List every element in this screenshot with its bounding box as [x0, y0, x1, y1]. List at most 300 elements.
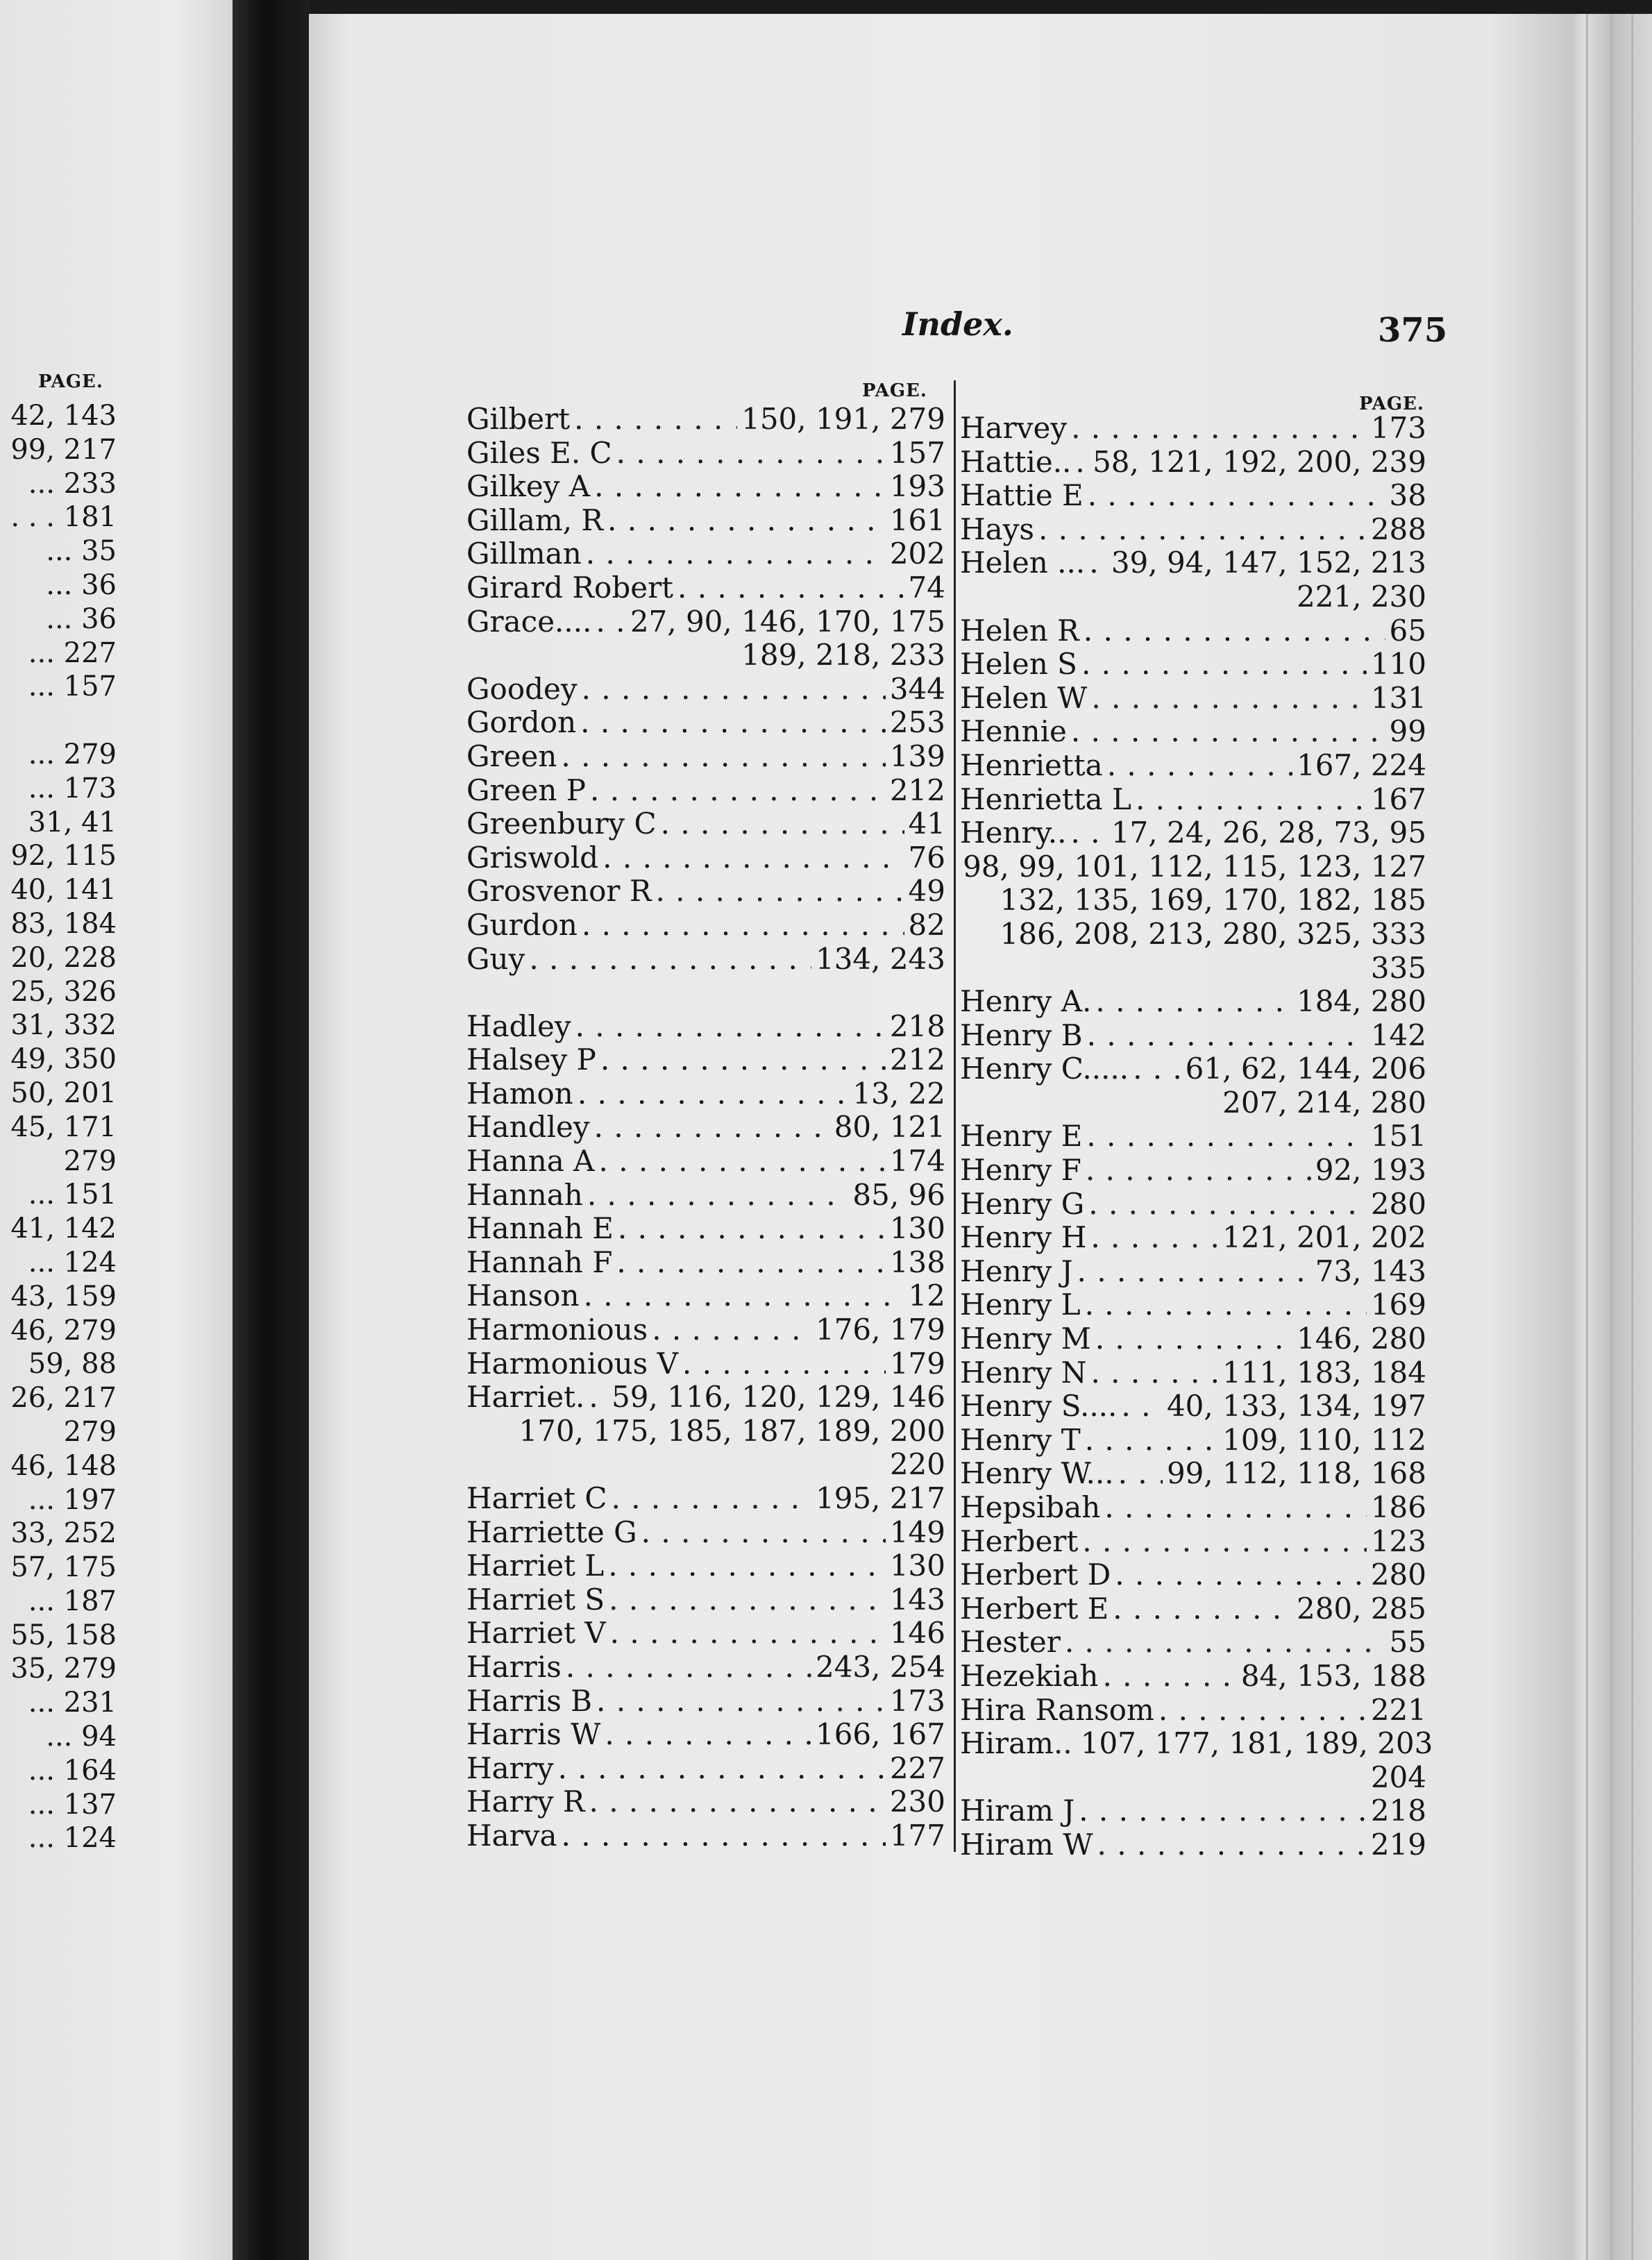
- index-entry: [960, 682, 1426, 716]
- entry-name: Gordon: [466, 705, 577, 740]
- page-column-label: PAGE.: [1359, 394, 1424, 414]
- entry-name: Hannah E: [466, 1211, 614, 1246]
- dot-leader: [616, 1246, 885, 1280]
- entry-pages: 344: [889, 671, 945, 706]
- entry-pages: 161: [889, 503, 945, 537]
- entry-name: Guy: [466, 941, 525, 976]
- index-entry: [466, 706, 945, 740]
- index-entry: [960, 1120, 1426, 1154]
- entry-pages: 132, 135, 169, 170, 182, 185: [1000, 883, 1426, 918]
- entry-pages: 335: [1370, 950, 1426, 985]
- dot-leader: [605, 1718, 811, 1752]
- dot-leader: [596, 605, 625, 639]
- dot-leader: [1091, 682, 1366, 716]
- index-entry: [466, 1549, 945, 1583]
- entry-name: Helen ...: [960, 546, 1086, 580]
- entry-pages: 212: [889, 773, 945, 807]
- dot-leader: [1095, 985, 1292, 1019]
- fragment-entry: ... 279: [28, 738, 117, 770]
- entry-name: Greenbury C: [466, 807, 657, 841]
- index-entry: [960, 783, 1426, 817]
- entry-pages: 85, 96: [852, 1177, 945, 1212]
- index-entry: [960, 648, 1426, 682]
- entry-name: Henry L: [960, 1288, 1081, 1322]
- index-entry: [466, 1448, 945, 1482]
- entry-name: Hamon: [466, 1076, 573, 1111]
- entry-name: Hattie E: [960, 478, 1084, 513]
- dot-leader: [575, 1010, 886, 1044]
- fragment-entry: ... 35: [46, 535, 117, 568]
- fragment-entry: 92, 115: [10, 840, 117, 872]
- dot-leader: [1082, 1525, 1367, 1559]
- entry-name: Hays: [960, 512, 1034, 546]
- fragment-entry: 41, 142: [10, 1213, 117, 1245]
- entry-pages: 146, 280: [1296, 1322, 1426, 1356]
- index-entry: [960, 446, 1426, 480]
- index-entry: [960, 1794, 1426, 1828]
- index-entry: [960, 850, 1426, 884]
- entry-name: Henry C.....: [960, 1052, 1129, 1086]
- fragment-entry: . . . 181: [10, 501, 117, 534]
- dot-leader: [599, 1145, 886, 1179]
- index-entry: [960, 1726, 1433, 1761]
- index-entry: [960, 1019, 1426, 1053]
- entry-pages: 176, 179: [815, 1313, 945, 1347]
- index-entry: [960, 1356, 1426, 1390]
- index-entry: [960, 1086, 1426, 1120]
- entry-pages: 173: [889, 1683, 945, 1718]
- index-entry: [466, 1617, 945, 1651]
- dot-leader: [586, 537, 886, 571]
- entry-name: Harry: [466, 1751, 554, 1785]
- entry-name: Hattie..: [960, 444, 1072, 479]
- entry-pages: 92, 193: [1315, 1153, 1426, 1188]
- entry-pages: 130: [889, 1549, 945, 1583]
- entry-name: Handley: [466, 1110, 590, 1145]
- entry-name: Harriet L: [466, 1549, 605, 1583]
- entry-pages: 253: [889, 705, 945, 740]
- dot-leader: [1136, 783, 1367, 817]
- dot-leader: [578, 1077, 849, 1111]
- index-entry: [960, 715, 1426, 749]
- fragment-entry: 20, 228: [10, 941, 117, 974]
- entry-name: Green P: [466, 773, 586, 807]
- dot-leader: [574, 403, 737, 437]
- dot-leader: [1133, 1052, 1181, 1086]
- entry-pages: 167, 224: [1296, 748, 1426, 782]
- index-column-two: [960, 411, 1433, 1862]
- entry-name: Hiram..: [960, 1726, 1072, 1761]
- index-entry: [466, 1819, 945, 1853]
- entry-pages: 170, 175, 185, 187, 189, 200: [519, 1413, 945, 1448]
- dot-leader: [600, 1043, 886, 1077]
- index-entry: [466, 1111, 945, 1145]
- dot-leader: [1121, 1390, 1163, 1424]
- index-entry: [960, 1828, 1426, 1862]
- entry-pages: 169: [1370, 1288, 1426, 1322]
- index-entry: [466, 943, 945, 977]
- index-entry: [960, 1390, 1426, 1424]
- index-entry: [960, 1491, 1426, 1525]
- entry-name: Goodey: [466, 671, 578, 706]
- previous-page-index-column: [0, 399, 117, 1855]
- index-entry: [466, 437, 945, 471]
- fragment-entry: 33, 252: [10, 1517, 117, 1550]
- entry-name: Hepsibah: [960, 1490, 1101, 1524]
- entry-name: Henry G: [960, 1186, 1085, 1221]
- entry-pages: 131: [1370, 680, 1426, 715]
- dot-leader: [1115, 1558, 1367, 1592]
- dot-leader: [1065, 1626, 1385, 1660]
- entry-pages: 139: [889, 739, 945, 773]
- entry-name: Grosvenor R: [466, 874, 652, 909]
- index-entry: [960, 1761, 1426, 1795]
- page-column-label: PAGE.: [862, 380, 927, 401]
- fragment-entry: 55, 158: [10, 1619, 117, 1651]
- entry-pages: 220: [889, 1447, 945, 1482]
- entry-name: Gillam, R: [466, 503, 604, 537]
- previous-page: [0, 0, 233, 2260]
- dot-leader: [580, 706, 886, 740]
- dot-leader: [589, 1381, 607, 1415]
- entry-pages: 107, 177, 181, 189, 203: [1080, 1726, 1433, 1761]
- fragment-entry: 31, 332: [10, 1009, 117, 1042]
- entry-pages: 150, 191, 279: [741, 402, 945, 436]
- entry-pages: 218: [1370, 1794, 1426, 1828]
- entry-pages: 99: [1389, 714, 1426, 749]
- entry-pages: 134, 243: [815, 941, 945, 976]
- dot-leader: [608, 1549, 886, 1583]
- entry-name: Harriette G: [466, 1515, 637, 1549]
- entry-name: Hannah: [466, 1177, 583, 1212]
- index-entry: [466, 470, 945, 504]
- entry-pages: 111, 183, 184: [1222, 1355, 1426, 1390]
- entry-pages: 84, 153, 188: [1240, 1658, 1426, 1693]
- running-head: Index.: [902, 305, 1013, 343]
- entry-name: Henry T: [960, 1422, 1081, 1457]
- entry-name: Henry F: [960, 1153, 1081, 1188]
- entry-pages: 13, 22: [852, 1076, 945, 1111]
- fragment-entry: ... 197: [28, 1483, 117, 1516]
- entry-name: Harris W: [466, 1717, 601, 1752]
- fragment-entry: 83, 184: [10, 907, 117, 940]
- dot-leader: [1158, 1694, 1367, 1728]
- dot-leader: [587, 1179, 849, 1213]
- index-entry: [960, 952, 1426, 986]
- entry-pages: 166, 167: [815, 1717, 945, 1752]
- dot-leader: [561, 740, 885, 774]
- dot-leader: [641, 1516, 886, 1550]
- index-entry: [960, 1322, 1426, 1356]
- entry-pages: 280: [1370, 1186, 1426, 1221]
- dot-leader: [1118, 1457, 1163, 1491]
- entry-pages: 73, 143: [1315, 1254, 1426, 1288]
- dot-leader: [652, 1313, 811, 1347]
- entry-pages: 99, 112, 118, 168: [1166, 1456, 1426, 1491]
- entry-name: Griswold: [466, 840, 599, 875]
- index-entry: [466, 1415, 945, 1449]
- dot-leader: [596, 1685, 886, 1719]
- entry-name: Harvey: [960, 411, 1068, 445]
- index-entry: [466, 1246, 945, 1280]
- index-entry: [466, 1010, 945, 1044]
- entry-name: Herbert D: [960, 1558, 1111, 1592]
- dot-leader: [1085, 1288, 1367, 1322]
- dot-leader: [594, 470, 886, 504]
- page-column-label: PAGE.: [38, 371, 103, 392]
- index-entry: [466, 1651, 945, 1685]
- fragment-entry: 43, 159: [10, 1280, 117, 1313]
- index-entry: [960, 1255, 1426, 1289]
- dot-leader: [1090, 1221, 1218, 1255]
- entry-name: Grace....: [466, 604, 592, 639]
- entry-name: Hannah F: [466, 1245, 613, 1279]
- index-entry: [466, 1583, 945, 1617]
- fragment-entry: 59, 88: [28, 1348, 117, 1381]
- index-entry: [960, 1424, 1426, 1458]
- entry-pages: 202: [889, 537, 945, 571]
- entry-name: Girard Robert: [466, 570, 674, 605]
- book-gutter: [233, 0, 309, 2260]
- index-entry: [466, 740, 945, 774]
- dot-leader: [1071, 715, 1385, 749]
- fragment-entry: 46, 279: [10, 1314, 117, 1347]
- entry-name: Herbert E: [960, 1591, 1109, 1626]
- entry-pages: 149: [889, 1515, 945, 1549]
- index-entry: [466, 909, 945, 943]
- entry-pages: 230: [889, 1785, 945, 1819]
- entry-name: Henrietta L: [960, 782, 1131, 816]
- fragment-entry: 45, 171: [10, 1111, 117, 1143]
- entry-name: Gilkey A: [466, 469, 591, 504]
- fragment-entry: ... 137: [28, 1788, 117, 1821]
- entry-pages: 58, 121, 192, 200, 239: [1093, 444, 1426, 479]
- dot-leader: [1086, 1154, 1311, 1188]
- entry-pages: 243, 254: [815, 1649, 945, 1684]
- dot-leader: [1077, 1255, 1311, 1289]
- dot-leader: [1113, 1592, 1292, 1626]
- index-entry: [466, 673, 945, 707]
- entry-name: Harmonious V: [466, 1346, 678, 1381]
- index-entry: [960, 1626, 1426, 1660]
- fragment-entry: ... 94: [46, 1721, 117, 1753]
- dot-leader: [1071, 412, 1367, 446]
- dot-leader: [1089, 546, 1107, 580]
- entry-pages: 173: [1370, 411, 1426, 445]
- index-entry: [466, 1785, 945, 1819]
- dot-leader: [582, 673, 886, 707]
- index-entry: [466, 1279, 945, 1313]
- entry-name: Hezekiah: [960, 1658, 1099, 1693]
- entry-pages: 82: [908, 907, 945, 942]
- index-entry: [466, 504, 945, 538]
- fragment-entry: 279: [63, 1145, 117, 1177]
- entry-name: Hiram W: [960, 1827, 1093, 1862]
- fragment-entry: 46, 148: [10, 1449, 117, 1482]
- entry-name: Harva: [466, 1818, 557, 1853]
- entry-name: Henry H: [960, 1220, 1087, 1255]
- fragment-entry: 57, 175: [10, 1551, 117, 1584]
- index-entry: [960, 1154, 1426, 1188]
- index-entry: [960, 816, 1426, 850]
- entry-name: Hennie: [960, 714, 1067, 749]
- entry-pages: 17, 24, 26, 28, 73, 95: [1111, 816, 1426, 850]
- entry-pages: 109, 110, 112: [1222, 1422, 1426, 1457]
- dot-leader: [1095, 1322, 1292, 1356]
- index-entry: [466, 537, 945, 571]
- entry-pages: 184, 280: [1296, 984, 1426, 1019]
- entry-pages: 27, 90, 146, 170, 175: [630, 604, 945, 639]
- index-entry: [960, 985, 1426, 1019]
- entry-pages: 186: [1370, 1490, 1426, 1524]
- index-entry: [466, 605, 945, 639]
- entry-name: Herbert: [960, 1524, 1079, 1558]
- entry-name: Hiram J: [960, 1794, 1075, 1828]
- dot-leader: [1084, 614, 1385, 648]
- entry-pages: 143: [889, 1582, 945, 1617]
- entry-name: Harris B: [466, 1683, 593, 1718]
- index-entry: [466, 1381, 945, 1415]
- entry-name: Hanson: [466, 1279, 580, 1313]
- entry-name: Harry R: [466, 1785, 585, 1819]
- index-entry: [960, 884, 1426, 918]
- entry-name: Henrietta: [960, 748, 1103, 782]
- entry-pages: 227: [889, 1751, 945, 1785]
- index-entry: [466, 1482, 945, 1516]
- entry-pages: 98, 99, 101, 112, 115, 123, 127: [963, 849, 1426, 884]
- entry-pages: 219: [1370, 1827, 1426, 1862]
- dot-leader: [610, 1617, 886, 1651]
- entry-name: Harriet V: [466, 1616, 606, 1651]
- entry-pages: 12: [908, 1279, 945, 1313]
- fragment-entry: 40, 141: [10, 874, 117, 906]
- fragment-entry: ... 124: [28, 1822, 117, 1855]
- dot-leader: [1075, 446, 1088, 480]
- fragment-entry: 31, 41: [28, 806, 117, 838]
- entry-pages: 121, 201, 202: [1222, 1220, 1426, 1255]
- dot-leader: [1081, 648, 1367, 682]
- entry-pages: 212: [889, 1043, 945, 1077]
- entry-pages: 151: [1370, 1119, 1426, 1154]
- dot-leader: [618, 1212, 886, 1246]
- page-number: 375: [1378, 311, 1448, 350]
- fragment-entry: ... 173: [28, 772, 117, 804]
- index-entry: [960, 1558, 1426, 1592]
- dot-leader: [589, 1785, 886, 1819]
- dot-leader: [677, 571, 904, 605]
- entry-pages: 138: [889, 1245, 945, 1279]
- entry-pages: 179: [889, 1346, 945, 1381]
- entry-name: Giles E. C: [466, 435, 612, 470]
- entry-name: Harmonious: [466, 1313, 648, 1347]
- entry-name: Henry..: [960, 816, 1067, 850]
- entry-name: Hester: [960, 1625, 1061, 1660]
- index-entry: [960, 580, 1426, 614]
- dot-leader: [661, 807, 904, 841]
- index-entry: [960, 749, 1426, 783]
- fragment-entry: [0, 704, 117, 738]
- dot-leader: [682, 1347, 886, 1381]
- entry-name: Henry M: [960, 1322, 1091, 1356]
- dot-leader: [609, 1583, 886, 1617]
- entry-pages: 65: [1389, 613, 1426, 648]
- fragment-entry: ... 124: [28, 1246, 117, 1279]
- dot-leader: [611, 1482, 811, 1516]
- entry-name: Helen S: [960, 647, 1077, 682]
- fragment-entry: 35, 279: [10, 1653, 117, 1685]
- entry-pages: 221: [1370, 1692, 1426, 1727]
- index-entry: [960, 1052, 1426, 1086]
- dot-leader: [584, 1279, 904, 1313]
- entry-pages: 61, 62, 144, 206: [1185, 1052, 1426, 1086]
- index-entry: [960, 412, 1426, 446]
- index-entry: [466, 1077, 945, 1111]
- index-entry: [960, 513, 1426, 547]
- index-entry: [466, 1752, 945, 1786]
- index-entry: [960, 1188, 1426, 1222]
- entry-pages: 123: [1370, 1524, 1426, 1558]
- fragment-entry: ... 151: [28, 1179, 117, 1211]
- index-entry: [466, 1718, 945, 1752]
- entry-pages: 167: [1370, 782, 1426, 816]
- fragment-entry: ... 227: [28, 636, 117, 669]
- dot-leader: [1088, 1188, 1367, 1222]
- dot-leader: [602, 841, 904, 875]
- page-edge-line: [1586, 14, 1588, 2260]
- dot-leader: [1038, 513, 1367, 547]
- index-entry: [960, 1694, 1426, 1728]
- entry-pages: 142: [1370, 1018, 1426, 1052]
- entry-pages: 157: [889, 435, 945, 470]
- entry-pages: 189, 218, 233: [741, 638, 945, 673]
- entry-name: Gillman: [466, 537, 582, 571]
- entry-name: Gurdon: [466, 907, 578, 942]
- entry-pages: 177: [889, 1818, 945, 1853]
- entry-pages: 146: [889, 1616, 945, 1651]
- entry-pages: 207, 214, 280: [1222, 1085, 1426, 1120]
- index-entry: [466, 1043, 945, 1077]
- fragment-entry: ... 157: [28, 671, 117, 703]
- entry-name: Helen R: [960, 613, 1079, 648]
- dot-leader: [1090, 1356, 1218, 1390]
- entry-name: Helen W: [960, 680, 1088, 715]
- dot-leader: [1107, 749, 1292, 783]
- entry-name: Green: [466, 739, 557, 773]
- index-entry: [960, 479, 1426, 513]
- entry-name: Harriet.: [466, 1380, 585, 1415]
- dot-leader: [1088, 479, 1385, 513]
- page-edge-line: [1610, 14, 1612, 2260]
- index-entry: [466, 639, 945, 673]
- entry-pages: 280: [1370, 1558, 1426, 1592]
- index-entry: [466, 774, 945, 808]
- dot-leader: [1104, 1491, 1366, 1525]
- entry-name: Henry J: [960, 1254, 1073, 1288]
- entry-name: Henry W...: [960, 1456, 1114, 1491]
- entry-pages: 76: [908, 840, 945, 875]
- entry-name: Hanna A: [466, 1144, 595, 1179]
- fragment-entry: ... 36: [46, 568, 117, 601]
- entry-pages: 186, 208, 213, 280, 325, 333: [1000, 916, 1426, 951]
- fragment-entry: ... 164: [28, 1754, 117, 1787]
- dot-leader: [562, 1819, 886, 1853]
- dot-leader: [1085, 1424, 1218, 1458]
- index-entry: [466, 875, 945, 909]
- index-entry: [466, 1179, 945, 1213]
- fragment-entry: 279: [63, 1415, 117, 1448]
- entry-name: Halsey P: [466, 1043, 596, 1077]
- fragment-entry: 42, 143: [10, 400, 117, 432]
